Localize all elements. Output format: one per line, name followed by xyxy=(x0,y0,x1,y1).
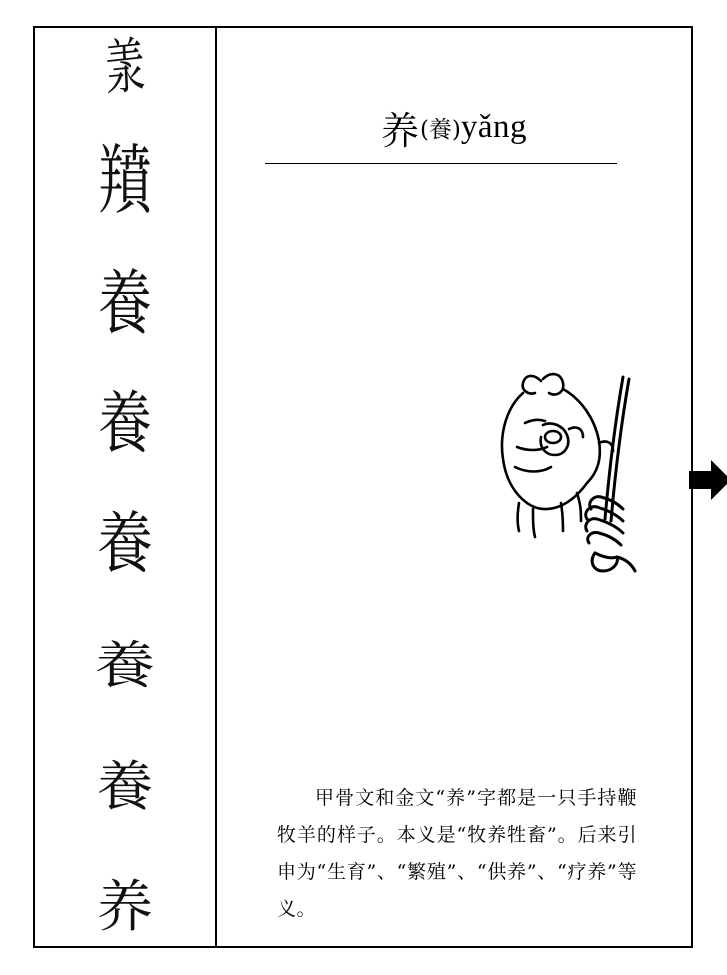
pinyin-reading: yǎng xyxy=(460,109,528,145)
character-card xyxy=(33,26,693,948)
title-divider xyxy=(265,163,617,164)
content-panel xyxy=(217,28,691,946)
glyph-clerical: 養 xyxy=(94,636,156,696)
glyph-regular-traditional: 養 xyxy=(96,754,154,818)
sheep-and-whip-drawing xyxy=(483,363,673,593)
illustration xyxy=(237,353,667,613)
explanation-text: 甲骨文和金文“养”字都是一只手持鞭牧羊的样子。本义是“牧养牲畜”。后来引申为“生育”、“繁殖”、“供养”、“疗养”等义。 xyxy=(277,787,637,921)
glyph-oracle-bone: 羕 xyxy=(103,31,147,105)
script-evolution-column xyxy=(35,28,217,946)
headword-character: 养 xyxy=(380,109,420,153)
glyph-seal-small: 養 xyxy=(98,383,152,463)
glyph-bronze: 羵 xyxy=(98,137,152,226)
glyph-seal-variant: 養 xyxy=(97,505,153,584)
glyph-regular-simplified: 养 xyxy=(97,874,153,940)
glyph-bronze-late: 養 xyxy=(98,261,152,344)
right-arrow-icon xyxy=(687,458,727,502)
page-title xyxy=(217,100,691,155)
traditional-form: (養) xyxy=(419,117,461,143)
